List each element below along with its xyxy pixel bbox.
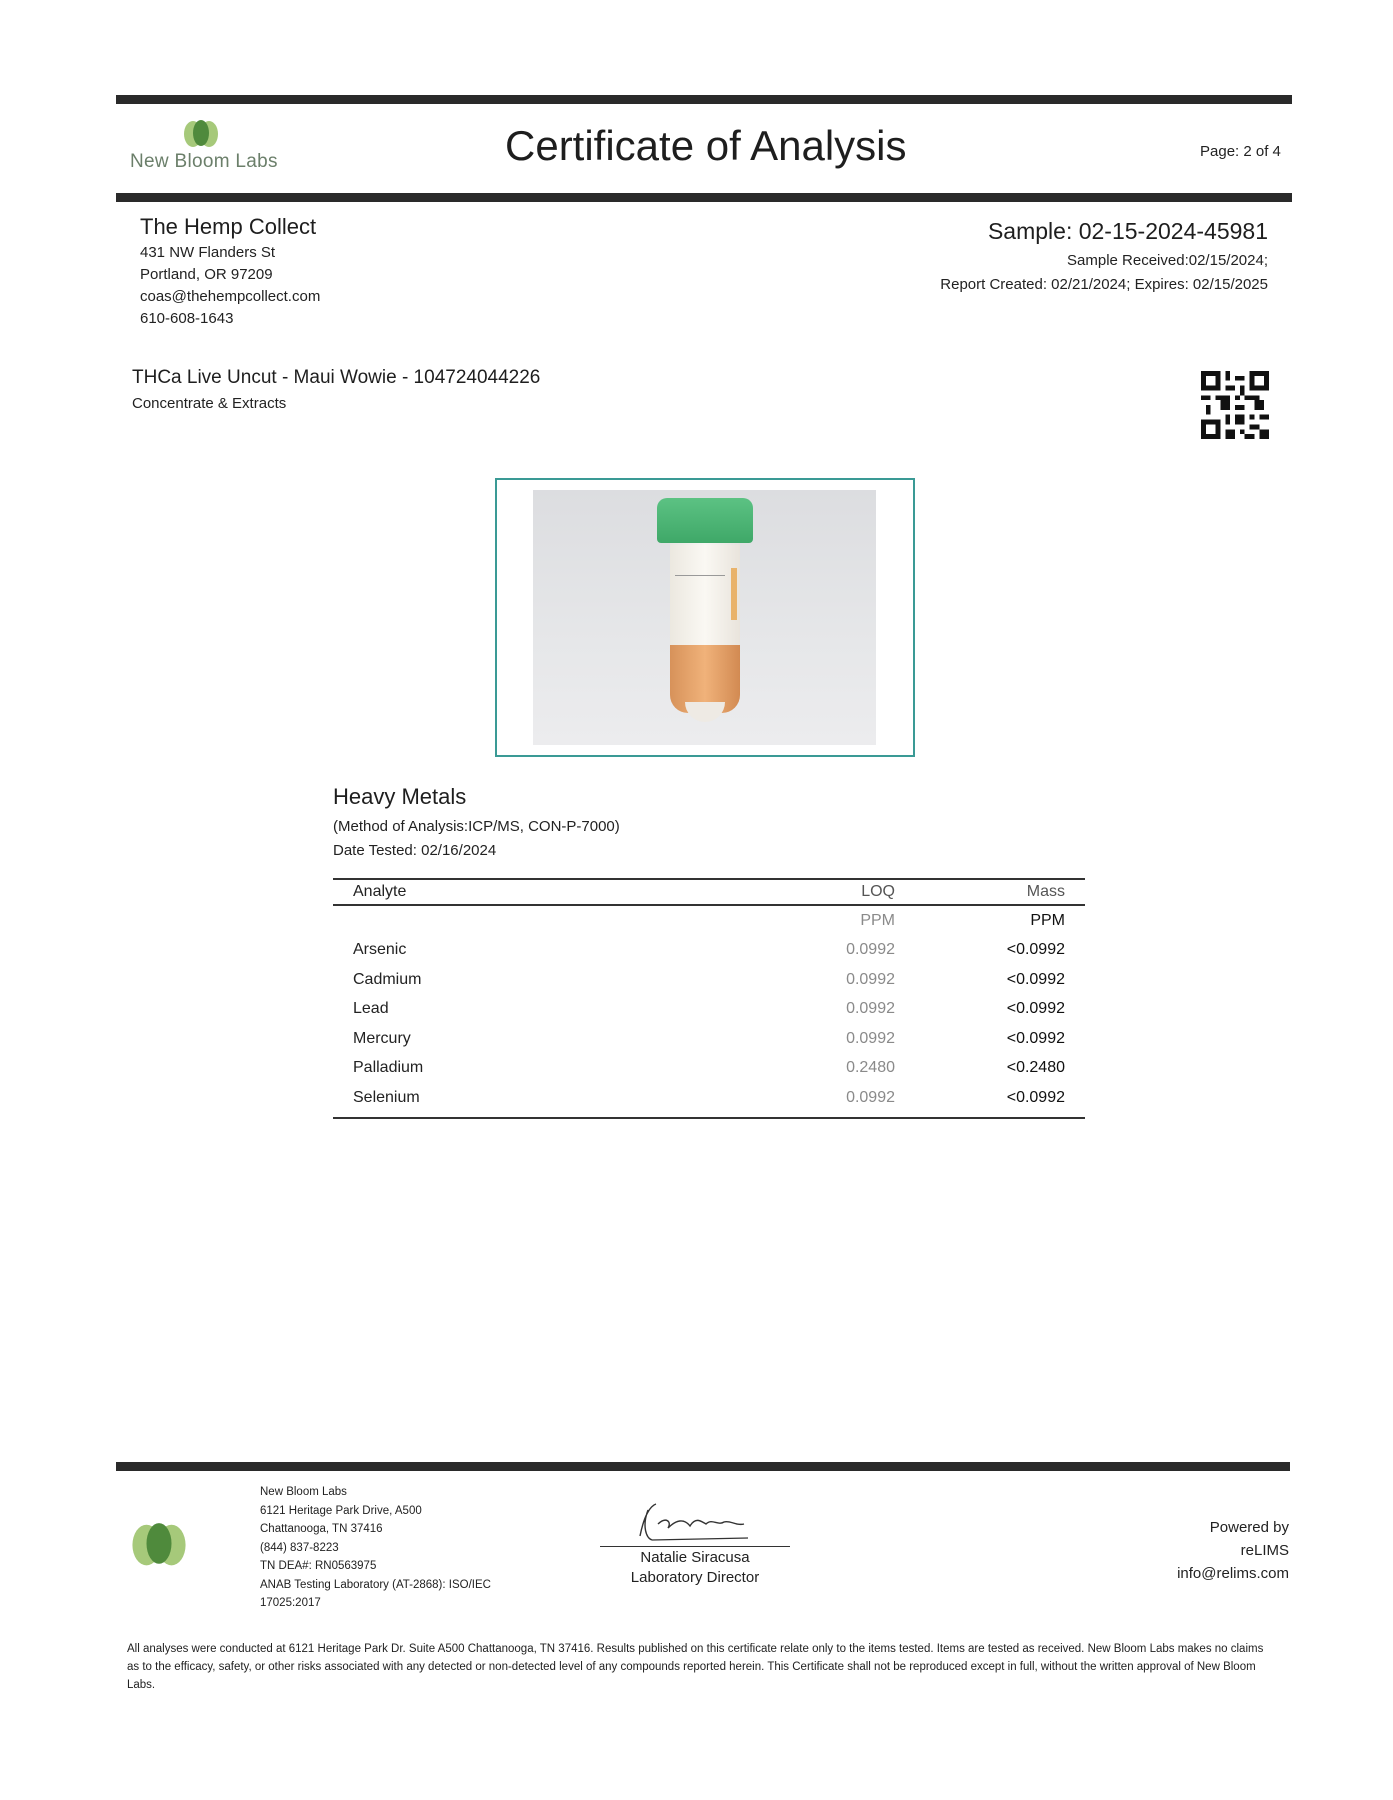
tube-label — [670, 545, 740, 645]
client-address-line2: Portland, OR 97209 — [140, 266, 273, 283]
analyte-mass: <0.0992 — [1006, 970, 1065, 988]
page-title: Certificate of Analysis — [505, 122, 907, 169]
tube-label-lines — [675, 575, 725, 576]
analyte-mass: <0.2480 — [1006, 1059, 1065, 1077]
analyte-name: Palladium — [353, 1059, 424, 1077]
table-row — [333, 1054, 1085, 1084]
analyte-mass: <0.0992 — [1006, 1000, 1065, 1018]
header-loq: LOQ — [861, 883, 895, 900]
header-top-rule — [116, 95, 1292, 104]
mass-unit: PPM — [1030, 911, 1065, 929]
signer-block — [600, 1546, 790, 1586]
header-mass: Mass — [1026, 883, 1065, 900]
client-block — [140, 214, 320, 330]
signature-icon — [632, 1496, 752, 1546]
footer-lab-street: 6121 Heritage Park Drive, A500 — [260, 1504, 422, 1517]
page-number: Page: 2 of 4 — [1200, 143, 1281, 160]
date-tested: Date Tested: 02/16/2024 — [333, 842, 497, 859]
analyte-mass: <0.0992 — [1006, 1088, 1065, 1106]
product-category: Concentrate & Extracts — [132, 395, 287, 412]
footer-lab-iso: 17025:2017 — [260, 1597, 321, 1609]
tube-cap — [657, 498, 753, 543]
units-row — [333, 906, 1085, 936]
powered-by-name: reLIMS — [1240, 1542, 1289, 1559]
analyte-loq: 0.0992 — [846, 1088, 895, 1106]
footer-lab-info — [260, 1483, 491, 1613]
lab-logo — [130, 118, 280, 178]
sample-id: Sample: 02-15-2024-45981 — [987, 218, 1268, 244]
analyte-name: Arsenic — [353, 941, 407, 959]
loq-unit: PPM — [860, 911, 895, 929]
signer-title: Laboratory Director — [630, 1569, 760, 1586]
lab-logo-text: New Bloom Labs — [130, 151, 278, 172]
signer-name: Natalie Siracusa — [600, 1546, 790, 1566]
sample-photo-frame — [495, 478, 915, 757]
analyte-name: Mercury — [353, 1029, 411, 1047]
powered-by-label: Powered by — [1209, 1519, 1289, 1536]
table-row — [333, 995, 1085, 1025]
client-email: coas@thehempcollect.com — [140, 288, 321, 305]
results-table — [333, 878, 1085, 1119]
analyte-mass: <0.0992 — [1006, 941, 1065, 959]
disclaimer: All analyses were conducted at 6121 Heritage Park Dr. Suite A500 Chattanooga, TN 37416. Results published on this certificate relate only to the items tested. Items are tested as received. New Bloom Labs makes no claims as to the efficacy, safety, or other risks associated with any detected or non-detected level of any compounds reported herein. This Certificate shall not be reproduced except in full, without the written approval of New Bloom Labs. — [127, 1643, 1264, 1691]
product-name: THCa Live Uncut - Maui Wowie - 104724044226 — [132, 367, 541, 388]
footer-lab-accreditation: ANAB Testing Laboratory (AT-2868): ISO/IEC — [260, 1578, 491, 1591]
analyte-loq: 0.0992 — [846, 1000, 895, 1018]
client-name: The Hemp Collect — [140, 214, 317, 239]
analyte-loq: 0.0992 — [846, 1029, 895, 1047]
tube-bottom-tip — [685, 702, 725, 722]
sample-photo — [533, 490, 876, 745]
analyte-loq: 0.0992 — [846, 941, 895, 959]
table-row — [333, 965, 1085, 995]
method-of-analysis: (Method of Analysis:ICP/MS, CON-P-7000) — [333, 818, 620, 835]
powered-by-email: info@relims.com — [1177, 1565, 1289, 1582]
leaf-logo-icon — [181, 118, 221, 150]
table-row — [333, 936, 1085, 966]
table-row — [333, 1024, 1085, 1054]
analyte-name: Cadmium — [353, 970, 422, 988]
qr-code-icon — [1200, 371, 1270, 439]
analyte-loq: 0.0992 — [846, 970, 895, 988]
analyte-name: Lead — [353, 1000, 389, 1018]
sample-block — [768, 218, 1268, 297]
tube-label-orange-strip — [731, 568, 737, 620]
analyte-loq: 0.2480 — [846, 1059, 895, 1077]
footer-lab-phone: (844) 837-8223 — [260, 1541, 339, 1554]
section-title: Heavy Metals — [333, 784, 467, 809]
powered-by-block — [1177, 1516, 1289, 1585]
footer-leaf-logo-icon — [127, 1520, 191, 1570]
table-bottom-rule — [333, 1117, 1085, 1119]
table-header-row — [333, 880, 1085, 904]
footer-lab-dea: TN DEA#: RN0563975 — [260, 1560, 377, 1572]
footer-rule — [116, 1462, 1290, 1471]
analyte-mass: <0.0992 — [1006, 1029, 1065, 1047]
footer-lab-city: Chattanooga, TN 37416 — [260, 1523, 383, 1535]
metals-table-body — [333, 906, 1085, 1113]
client-phone: 610-608-1643 — [140, 310, 234, 327]
metals-table — [333, 880, 1085, 904]
report-dates: Report Created: 02/21/2024; Expires: 02/15/2025 — [940, 276, 1268, 293]
header-bottom-rule — [116, 193, 1292, 202]
header-analyte: Analyte — [353, 883, 407, 900]
client-address-line1: 431 NW Flanders St — [140, 244, 276, 261]
sample-received: Sample Received:02/15/2024; — [1067, 252, 1268, 269]
table-row — [333, 1083, 1085, 1113]
footer-lab-name: New Bloom Labs — [260, 1486, 347, 1498]
analyte-name: Selenium — [353, 1088, 420, 1106]
